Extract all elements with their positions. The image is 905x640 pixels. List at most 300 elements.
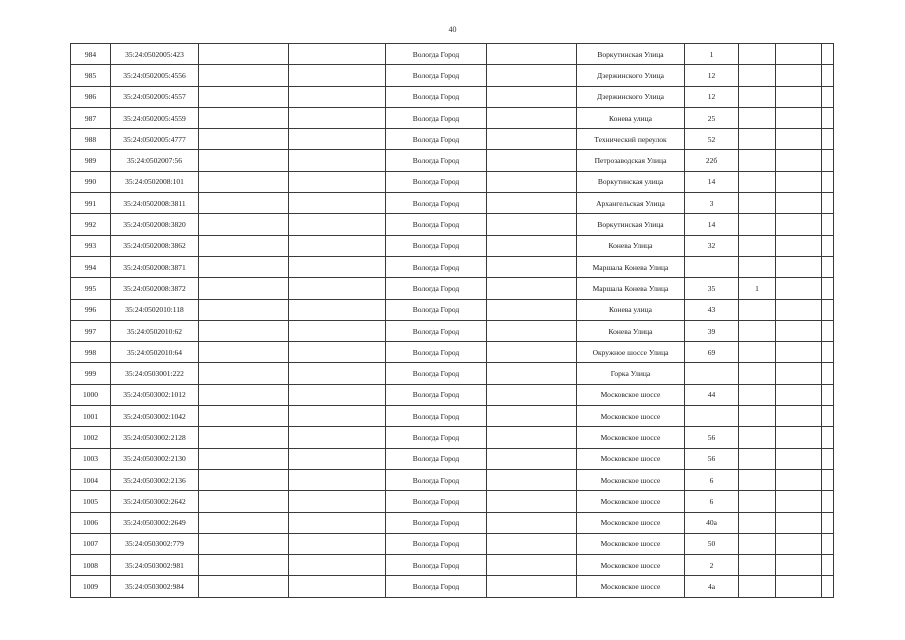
street-cell: Маршала Конева Улица (577, 278, 685, 299)
row-number-cell: 1003 (71, 448, 111, 469)
building-number-cell (739, 299, 776, 320)
empty-cell (776, 193, 822, 214)
empty-cell (289, 278, 386, 299)
empty-cell (822, 384, 834, 405)
table-row (71, 256, 834, 277)
row-number-cell: 988 (71, 129, 111, 150)
cadastral-number-cell: 35:24:0503002:984 (111, 576, 199, 597)
empty-cell (289, 427, 386, 448)
settlement-cell: Вологда Город (386, 235, 487, 256)
empty-cell (289, 86, 386, 107)
empty-cell (776, 363, 822, 384)
empty-cell (822, 555, 834, 576)
cadastral-number-cell: 35:24:0502007:56 (111, 150, 199, 171)
empty-cell (199, 533, 289, 554)
row-number-cell: 998 (71, 342, 111, 363)
row-number-cell: 999 (71, 363, 111, 384)
empty-cell (776, 406, 822, 427)
street-cell: Конева улица (577, 299, 685, 320)
row-number-cell: 994 (71, 256, 111, 277)
building-number-cell (739, 193, 776, 214)
row-number-cell: 985 (71, 65, 111, 86)
empty-cell (776, 512, 822, 533)
row-number-cell: 997 (71, 320, 111, 341)
house-number-cell: 12 (685, 86, 739, 107)
house-number-cell (685, 406, 739, 427)
street-cell: Технический переулок (577, 129, 685, 150)
empty-cell (822, 107, 834, 128)
house-number-cell: 44 (685, 384, 739, 405)
table-row (71, 533, 834, 554)
cadastral-number-cell: 35:24:0503002:1042 (111, 406, 199, 427)
table-row (71, 363, 834, 384)
building-number-cell (739, 469, 776, 490)
cadastral-number-cell: 35:24:0502005:423 (111, 44, 199, 65)
table-row (71, 512, 834, 533)
settlement-cell: Вологда Город (386, 171, 487, 192)
empty-cell (776, 44, 822, 65)
empty-cell (199, 555, 289, 576)
cadastral-number-cell: 35:24:0502005:4556 (111, 65, 199, 86)
cadastral-number-cell: 35:24:0502005:4777 (111, 129, 199, 150)
building-number-cell (739, 235, 776, 256)
empty-cell (776, 555, 822, 576)
settlement-cell: Вологда Город (386, 256, 487, 277)
building-number-cell: 1 (739, 278, 776, 299)
row-number-cell: 996 (71, 299, 111, 320)
settlement-cell: Вологда Город (386, 86, 487, 107)
empty-cell (199, 469, 289, 490)
empty-cell (487, 235, 577, 256)
empty-cell (289, 214, 386, 235)
empty-cell (199, 512, 289, 533)
settlement-cell: Вологда Город (386, 107, 487, 128)
empty-cell (776, 107, 822, 128)
cadastral-number-cell: 35:24:0503002:2136 (111, 469, 199, 490)
empty-cell (289, 107, 386, 128)
empty-cell (199, 427, 289, 448)
row-number-cell: 1006 (71, 512, 111, 533)
cadastral-number-cell: 35:24:0503002:2649 (111, 512, 199, 533)
street-cell: Московское шоссе (577, 491, 685, 512)
cadastral-number-cell: 35:24:0503002:2128 (111, 427, 199, 448)
empty-cell (822, 193, 834, 214)
street-cell: Московское шоссе (577, 576, 685, 597)
page-number: 40 (448, 25, 457, 34)
house-number-cell: 52 (685, 129, 739, 150)
row-number-cell: 992 (71, 214, 111, 235)
empty-cell (776, 533, 822, 554)
empty-cell (487, 342, 577, 363)
settlement-cell: Вологда Город (386, 363, 487, 384)
empty-cell (199, 193, 289, 214)
settlement-cell: Вологда Город (386, 320, 487, 341)
settlement-cell: Вологда Город (386, 384, 487, 405)
settlement-cell: Вологда Город (386, 65, 487, 86)
empty-cell (776, 320, 822, 341)
empty-cell (822, 235, 834, 256)
empty-cell (822, 363, 834, 384)
table-row (71, 171, 834, 192)
empty-cell (487, 171, 577, 192)
settlement-cell: Вологда Город (386, 427, 487, 448)
building-number-cell (739, 384, 776, 405)
empty-cell (289, 193, 386, 214)
empty-cell (199, 86, 289, 107)
empty-cell (822, 406, 834, 427)
building-number-cell (739, 171, 776, 192)
table-row (71, 448, 834, 469)
street-cell: Воркутинская Улица (577, 214, 685, 235)
row-number-cell: 1007 (71, 533, 111, 554)
empty-cell (487, 406, 577, 427)
row-number-cell: 1008 (71, 555, 111, 576)
cadastral-number-cell: 35:24:0502008:101 (111, 171, 199, 192)
building-number-cell (739, 533, 776, 554)
table-row (71, 491, 834, 512)
row-number-cell: 1000 (71, 384, 111, 405)
house-number-cell: 1 (685, 44, 739, 65)
empty-cell (776, 65, 822, 86)
street-cell: Московское шоссе (577, 427, 685, 448)
house-number-cell: 3 (685, 193, 739, 214)
street-cell: Воркутинская Улица (577, 44, 685, 65)
empty-cell (487, 256, 577, 277)
empty-cell (822, 342, 834, 363)
empty-cell (289, 555, 386, 576)
empty-cell (776, 448, 822, 469)
empty-cell (822, 44, 834, 65)
settlement-cell: Вологда Город (386, 150, 487, 171)
table-row (71, 86, 834, 107)
empty-cell (776, 256, 822, 277)
settlement-cell: Вологда Город (386, 299, 487, 320)
street-cell: Архангельская Улица (577, 193, 685, 214)
table-row (71, 129, 834, 150)
house-number-cell: 14 (685, 214, 739, 235)
building-number-cell (739, 44, 776, 65)
building-number-cell (739, 65, 776, 86)
empty-cell (487, 278, 577, 299)
settlement-cell: Вологда Город (386, 44, 487, 65)
house-number-cell (685, 363, 739, 384)
empty-cell (289, 44, 386, 65)
empty-cell (199, 363, 289, 384)
row-number-cell: 1005 (71, 491, 111, 512)
empty-cell (822, 491, 834, 512)
cadastral-number-cell: 35:24:0503002:2642 (111, 491, 199, 512)
empty-cell (289, 171, 386, 192)
empty-cell (289, 150, 386, 171)
settlement-cell: Вологда Город (386, 278, 487, 299)
cadastral-number-cell: 35:24:0502010:64 (111, 342, 199, 363)
street-cell: Московское шоссе (577, 555, 685, 576)
empty-cell (487, 107, 577, 128)
row-number-cell: 1009 (71, 576, 111, 597)
empty-cell (199, 448, 289, 469)
row-number-cell: 991 (71, 193, 111, 214)
empty-cell (289, 448, 386, 469)
empty-cell (776, 86, 822, 107)
building-number-cell (739, 363, 776, 384)
table-row (71, 469, 834, 490)
house-number-cell: 56 (685, 448, 739, 469)
empty-cell (289, 256, 386, 277)
empty-cell (289, 129, 386, 150)
empty-cell (199, 44, 289, 65)
empty-cell (822, 576, 834, 597)
row-number-cell: 993 (71, 235, 111, 256)
table-row (71, 384, 834, 405)
street-cell: Конева Улица (577, 320, 685, 341)
row-number-cell: 1001 (71, 406, 111, 427)
building-number-cell (739, 214, 776, 235)
empty-cell (822, 469, 834, 490)
building-number-cell (739, 86, 776, 107)
row-number-cell: 984 (71, 44, 111, 65)
table-row (71, 107, 834, 128)
empty-cell (199, 235, 289, 256)
empty-cell (776, 171, 822, 192)
table-row (71, 278, 834, 299)
empty-cell (199, 65, 289, 86)
empty-cell (487, 448, 577, 469)
empty-cell (199, 278, 289, 299)
cadastral-number-cell: 35:24:0502008:3862 (111, 235, 199, 256)
row-number-cell: 990 (71, 171, 111, 192)
street-cell: Окружное шоссе Улица (577, 342, 685, 363)
row-number-cell: 987 (71, 107, 111, 128)
building-number-cell (739, 448, 776, 469)
settlement-cell: Вологда Город (386, 555, 487, 576)
building-number-cell (739, 427, 776, 448)
empty-cell (776, 491, 822, 512)
empty-cell (487, 576, 577, 597)
street-cell: Горка Улица (577, 363, 685, 384)
empty-cell (487, 363, 577, 384)
house-number-cell: 4а (685, 576, 739, 597)
cadastral-number-cell: 35:24:0502005:4557 (111, 86, 199, 107)
building-number-cell (739, 107, 776, 128)
house-number-cell: 32 (685, 235, 739, 256)
table-row (71, 235, 834, 256)
empty-cell (776, 469, 822, 490)
street-cell: Московское шоссе (577, 533, 685, 554)
empty-cell (822, 278, 834, 299)
table-row (71, 342, 834, 363)
building-number-cell (739, 491, 776, 512)
empty-cell (487, 320, 577, 341)
cadastral-number-cell: 35:24:0502008:3811 (111, 193, 199, 214)
empty-cell (487, 491, 577, 512)
table-row (71, 320, 834, 341)
cadastral-number-cell: 35:24:0503002:779 (111, 533, 199, 554)
building-number-cell (739, 150, 776, 171)
registry-body (71, 44, 834, 598)
row-number-cell: 989 (71, 150, 111, 171)
building-number-cell (739, 129, 776, 150)
cadastral-number-cell: 35:24:0503001:222 (111, 363, 199, 384)
street-cell: Маршала Конева Улица (577, 256, 685, 277)
house-number-cell: 6 (685, 491, 739, 512)
settlement-cell: Вологда Город (386, 469, 487, 490)
empty-cell (199, 171, 289, 192)
building-number-cell (739, 555, 776, 576)
building-number-cell (739, 576, 776, 597)
cadastral-number-cell: 35:24:0502005:4559 (111, 107, 199, 128)
row-number-cell: 995 (71, 278, 111, 299)
building-number-cell (739, 256, 776, 277)
empty-cell (822, 150, 834, 171)
settlement-cell: Вологда Город (386, 193, 487, 214)
building-number-cell (739, 406, 776, 427)
empty-cell (776, 129, 822, 150)
empty-cell (487, 193, 577, 214)
street-cell: Воркутинская улица (577, 171, 685, 192)
empty-cell (199, 342, 289, 363)
empty-cell (289, 512, 386, 533)
street-cell: Московское шоссе (577, 512, 685, 533)
empty-cell (822, 171, 834, 192)
empty-cell (776, 150, 822, 171)
street-cell: Дзержинского Улица (577, 65, 685, 86)
house-number-cell: 40а (685, 512, 739, 533)
empty-cell (487, 86, 577, 107)
row-number-cell: 986 (71, 86, 111, 107)
house-number-cell: 39 (685, 320, 739, 341)
empty-cell (487, 214, 577, 235)
empty-cell (487, 129, 577, 150)
empty-cell (289, 342, 386, 363)
empty-cell (487, 427, 577, 448)
empty-cell (199, 384, 289, 405)
row-number-cell: 1004 (71, 469, 111, 490)
house-number-cell: 35 (685, 278, 739, 299)
cadastral-number-cell: 35:24:0502008:3872 (111, 278, 199, 299)
table-row (71, 150, 834, 171)
empty-cell (199, 406, 289, 427)
building-number-cell (739, 342, 776, 363)
empty-cell (487, 512, 577, 533)
street-cell: Конева улица (577, 107, 685, 128)
empty-cell (776, 427, 822, 448)
empty-cell (822, 129, 834, 150)
empty-cell (487, 44, 577, 65)
cadastral-number-cell: 35:24:0503002:2130 (111, 448, 199, 469)
empty-cell (289, 65, 386, 86)
street-cell: Конева Улица (577, 235, 685, 256)
building-number-cell (739, 512, 776, 533)
empty-cell (776, 278, 822, 299)
empty-cell (487, 150, 577, 171)
empty-cell (822, 533, 834, 554)
row-number-cell: 1002 (71, 427, 111, 448)
empty-cell (289, 320, 386, 341)
cadastral-number-cell: 35:24:0503002:1012 (111, 384, 199, 405)
empty-cell (199, 491, 289, 512)
empty-cell (776, 342, 822, 363)
registry-table (70, 43, 834, 598)
empty-cell (776, 576, 822, 597)
empty-cell (822, 299, 834, 320)
settlement-cell: Вологда Город (386, 491, 487, 512)
empty-cell (199, 129, 289, 150)
empty-cell (822, 214, 834, 235)
house-number-cell: 43 (685, 299, 739, 320)
table-row (71, 44, 834, 65)
empty-cell (289, 299, 386, 320)
table-row (71, 406, 834, 427)
table-row (71, 427, 834, 448)
empty-cell (199, 299, 289, 320)
empty-cell (822, 448, 834, 469)
empty-cell (199, 576, 289, 597)
settlement-cell: Вологда Город (386, 406, 487, 427)
street-cell: Петрозаводская Улица (577, 150, 685, 171)
empty-cell (289, 533, 386, 554)
empty-cell (487, 469, 577, 490)
house-number-cell: 25 (685, 107, 739, 128)
empty-cell (199, 150, 289, 171)
empty-cell (199, 320, 289, 341)
cadastral-number-cell: 35:24:0503002:981 (111, 555, 199, 576)
settlement-cell: Вологда Город (386, 214, 487, 235)
empty-cell (289, 576, 386, 597)
building-number-cell (739, 320, 776, 341)
table-row (71, 555, 834, 576)
empty-cell (776, 384, 822, 405)
street-cell: Московское шоссе (577, 448, 685, 469)
house-number-cell: 69 (685, 342, 739, 363)
empty-cell (822, 512, 834, 533)
empty-cell (487, 299, 577, 320)
settlement-cell: Вологда Город (386, 342, 487, 363)
street-cell: Московское шоссе (577, 469, 685, 490)
house-number-cell: 12 (685, 65, 739, 86)
table-row (71, 193, 834, 214)
empty-cell (487, 65, 577, 86)
settlement-cell: Вологда Город (386, 129, 487, 150)
house-number-cell: 2 (685, 555, 739, 576)
empty-cell (289, 363, 386, 384)
empty-cell (199, 107, 289, 128)
table-row (71, 299, 834, 320)
empty-cell (289, 235, 386, 256)
house-number-cell: 56 (685, 427, 739, 448)
cadastral-number-cell: 35:24:0502008:3820 (111, 214, 199, 235)
street-cell: Московское шоссе (577, 406, 685, 427)
house-number-cell: 14 (685, 171, 739, 192)
table-row (71, 214, 834, 235)
empty-cell (822, 320, 834, 341)
cadastral-number-cell: 35:24:0502010:62 (111, 320, 199, 341)
empty-cell (289, 384, 386, 405)
table-row (71, 65, 834, 86)
empty-cell (776, 235, 822, 256)
house-number-cell: 6 (685, 469, 739, 490)
empty-cell (289, 491, 386, 512)
empty-cell (822, 427, 834, 448)
table-row (71, 576, 834, 597)
empty-cell (487, 555, 577, 576)
settlement-cell: Вологда Город (386, 448, 487, 469)
empty-cell (487, 384, 577, 405)
cadastral-number-cell: 35:24:0502008:3871 (111, 256, 199, 277)
street-cell: Дзержинского Улица (577, 86, 685, 107)
cadastral-number-cell: 35:24:0502010:118 (111, 299, 199, 320)
street-cell: Московское шоссе (577, 384, 685, 405)
settlement-cell: Вологда Город (386, 576, 487, 597)
